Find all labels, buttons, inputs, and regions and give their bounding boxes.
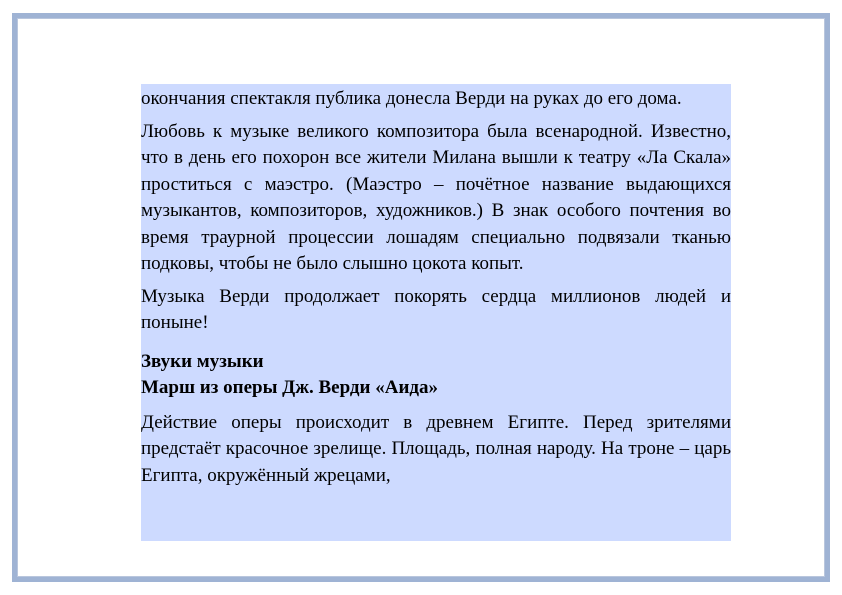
section-subheading: Марш из оперы Дж. Верди «Аида»: [141, 377, 439, 398]
paragraph-continuation: окончания спектакля публика донесла Верди на руках до его дома.: [141, 88, 682, 109]
text-block: [141, 84, 731, 541]
section-heading: Звуки музыки: [141, 350, 264, 372]
paragraph-aida: Действие оперы происходит в древнем Египте. Перед зрителями предстаёт красочное зрелище. Площадь, полная народу. На троне – царь Египта, окружённый жрецами,: [141, 411, 731, 486]
paragraph-funeral: Любовь к музыке великого композитора была всенародной. Известно, что в день его похорон все жители Милана вышли к театру «Ла Скала» проститься с маэстро. (Маэстро – почётное название выдающихся музыкантов, композиторов, художников.) В знак особого почтения во время траурной процессии лошадям специально подвязали тканью подковы, чтобы не было слышно цокота копыт.: [141, 120, 731, 274]
paragraph-legacy: Музыка Верди продолжает покорять сердца миллионов людей и поныне!: [141, 285, 731, 333]
